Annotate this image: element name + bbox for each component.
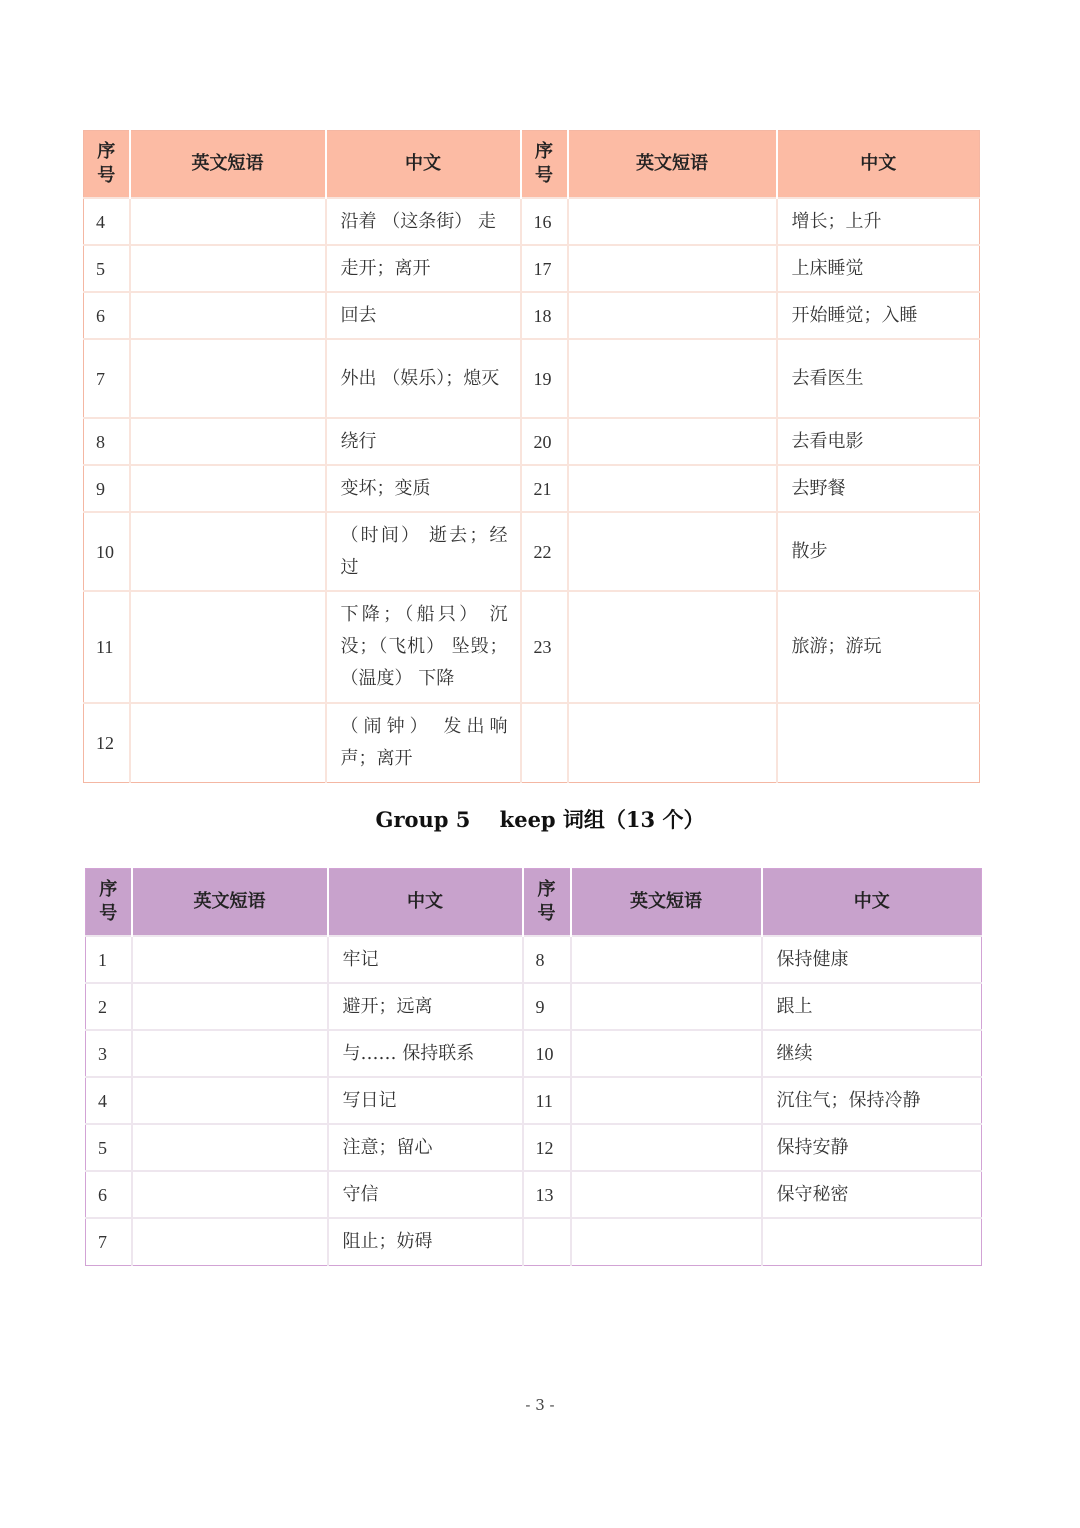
row-number: 16 xyxy=(521,198,568,245)
english-phrase-cell xyxy=(130,339,326,418)
row-number: 20 xyxy=(521,418,568,465)
english-phrase-cell xyxy=(132,1077,328,1124)
chinese-meaning-cell: 散步 xyxy=(777,512,980,591)
chinese-meaning-cell: 写日记 xyxy=(328,1077,523,1124)
page-number: - 3 - xyxy=(525,1396,555,1414)
english-phrase-cell xyxy=(571,1030,762,1077)
english-phrase-cell xyxy=(132,983,328,1030)
header-chinese: 中文 xyxy=(326,131,521,199)
table-row xyxy=(84,703,980,782)
section-title: Group 5 keep 词组（13 个） xyxy=(375,807,705,832)
chinese-meaning-cell: 跟上 xyxy=(762,983,982,1030)
header-english-phrase: 英文短语 xyxy=(132,869,328,937)
chinese-meaning-cell: 保守秘密 xyxy=(762,1171,982,1218)
english-phrase-cell xyxy=(568,465,777,512)
chinese-meaning-cell: 与…… 保持联系 xyxy=(328,1030,523,1077)
english-phrase-cell xyxy=(571,1077,762,1124)
chinese-meaning-cell: 去野餐 xyxy=(777,465,980,512)
english-phrase-cell xyxy=(130,245,326,292)
english-phrase-cell xyxy=(130,418,326,465)
chinese-meaning-cell: 去看医生 xyxy=(777,339,980,418)
row-number: 10 xyxy=(523,1030,571,1077)
chinese-meaning-cell: （闹钟） 发出响声；离开 xyxy=(326,703,521,782)
chinese-meaning-cell: 继续 xyxy=(762,1030,982,1077)
row-number: 19 xyxy=(521,339,568,418)
chinese-meaning-cell: 阻止；妨碍 xyxy=(328,1218,523,1265)
table-row xyxy=(86,1077,982,1124)
table-header-row xyxy=(86,869,982,937)
chinese-meaning-cell: 走开；离开 xyxy=(326,245,521,292)
keep-phrases-table xyxy=(85,868,982,1266)
header-chinese: 中文 xyxy=(762,869,982,937)
header-chinese: 中文 xyxy=(777,131,980,199)
row-number: 18 xyxy=(521,292,568,339)
english-phrase-cell xyxy=(571,936,762,983)
row-number: 22 xyxy=(521,512,568,591)
chinese-meaning-cell xyxy=(777,703,980,782)
table-row xyxy=(86,936,982,983)
english-phrase-cell xyxy=(132,1171,328,1218)
row-number: 12 xyxy=(523,1124,571,1171)
row-number: 4 xyxy=(86,1077,132,1124)
chinese-meaning-cell: 绕行 xyxy=(326,418,521,465)
chinese-meaning-cell: 避开；远离 xyxy=(328,983,523,1030)
table-row xyxy=(86,1030,982,1077)
table-row xyxy=(84,512,980,591)
english-phrase-cell xyxy=(130,512,326,591)
chinese-meaning-cell: 增长；上升 xyxy=(777,198,980,245)
row-number: 3 xyxy=(86,1030,132,1077)
row-number: 1 xyxy=(86,936,132,983)
header-english-phrase: 英文短语 xyxy=(568,131,777,199)
row-number xyxy=(521,703,568,782)
chinese-meaning-cell: 守信 xyxy=(328,1171,523,1218)
chinese-meaning-cell: 牢记 xyxy=(328,936,523,983)
header-number: 序 号 xyxy=(86,869,132,937)
chinese-meaning-cell: 回去 xyxy=(326,292,521,339)
chinese-meaning-cell: 沿着 （这条街） 走 xyxy=(326,198,521,245)
chinese-meaning-cell: 变坏；变质 xyxy=(326,465,521,512)
english-phrase-cell xyxy=(132,1124,328,1171)
chinese-meaning-cell: 旅游；游玩 xyxy=(777,591,980,703)
row-number: 6 xyxy=(86,1171,132,1218)
english-phrase-cell xyxy=(132,1030,328,1077)
chinese-meaning-cell: 沉住气；保持冷静 xyxy=(762,1077,982,1124)
row-number: 21 xyxy=(521,465,568,512)
row-number: 7 xyxy=(86,1218,132,1265)
english-phrase-cell xyxy=(571,1171,762,1218)
row-number: 8 xyxy=(523,936,571,983)
row-number: 8 xyxy=(84,418,130,465)
table-row xyxy=(84,591,980,703)
chinese-meaning-cell: 注意；留心 xyxy=(328,1124,523,1171)
row-number: 17 xyxy=(521,245,568,292)
chinese-meaning-cell xyxy=(762,1218,982,1265)
row-number: 6 xyxy=(84,292,130,339)
row-number: 23 xyxy=(521,591,568,703)
english-phrase-cell xyxy=(571,1218,762,1265)
table-row xyxy=(86,1171,982,1218)
chinese-meaning-cell: 外出 （娱乐）；熄灭 xyxy=(326,339,521,418)
table-row xyxy=(84,465,980,512)
english-phrase-cell xyxy=(130,198,326,245)
english-phrase-cell xyxy=(568,512,777,591)
table-row xyxy=(84,292,980,339)
english-phrase-cell xyxy=(130,591,326,703)
table-row xyxy=(84,418,980,465)
english-phrase-cell xyxy=(571,983,762,1030)
row-number: 2 xyxy=(86,983,132,1030)
english-phrase-cell xyxy=(568,418,777,465)
row-number: 9 xyxy=(523,983,571,1030)
english-phrase-cell xyxy=(571,1124,762,1171)
english-phrase-cell xyxy=(568,703,777,782)
header-number: 序 号 xyxy=(84,131,130,199)
english-phrase-cell xyxy=(568,339,777,418)
go-phrases-table xyxy=(83,130,980,783)
english-phrase-cell xyxy=(568,591,777,703)
english-phrase-cell xyxy=(132,936,328,983)
table-row xyxy=(86,983,982,1030)
english-phrase-cell xyxy=(130,292,326,339)
chinese-meaning-cell: （时间） 逝去；经过 xyxy=(326,512,521,591)
header-chinese: 中文 xyxy=(328,869,523,937)
chinese-meaning-cell: 去看电影 xyxy=(777,418,980,465)
english-phrase-cell xyxy=(568,292,777,339)
row-number: 10 xyxy=(84,512,130,591)
chinese-meaning-cell: 下降；（船只） 沉没；（飞机） 坠毁；（温度） 下降 xyxy=(326,591,521,703)
table-header-row xyxy=(84,131,980,199)
row-number: 9 xyxy=(84,465,130,512)
english-phrase-cell xyxy=(130,465,326,512)
header-number: 序 号 xyxy=(523,869,571,937)
table-row xyxy=(84,339,980,418)
header-english-phrase: 英文短语 xyxy=(571,869,762,937)
english-phrase-cell xyxy=(132,1218,328,1265)
row-number: 11 xyxy=(523,1077,571,1124)
table-row xyxy=(86,1124,982,1171)
row-number xyxy=(523,1218,571,1265)
chinese-meaning-cell: 开始睡觉；入睡 xyxy=(777,292,980,339)
table-row xyxy=(84,245,980,292)
row-number: 5 xyxy=(86,1124,132,1171)
chinese-meaning-cell: 上床睡觉 xyxy=(777,245,980,292)
chinese-meaning-cell: 保持健康 xyxy=(762,936,982,983)
table-row xyxy=(84,198,980,245)
english-phrase-cell xyxy=(568,198,777,245)
header-english-phrase: 英文短语 xyxy=(130,131,326,199)
table-row xyxy=(86,1218,982,1265)
chinese-meaning-cell: 保持安静 xyxy=(762,1124,982,1171)
row-number: 13 xyxy=(523,1171,571,1218)
row-number: 4 xyxy=(84,198,130,245)
row-number: 5 xyxy=(84,245,130,292)
row-number: 11 xyxy=(84,591,130,703)
header-number: 序 号 xyxy=(521,131,568,199)
english-phrase-cell xyxy=(130,703,326,782)
row-number: 7 xyxy=(84,339,130,418)
row-number: 12 xyxy=(84,703,130,782)
english-phrase-cell xyxy=(568,245,777,292)
